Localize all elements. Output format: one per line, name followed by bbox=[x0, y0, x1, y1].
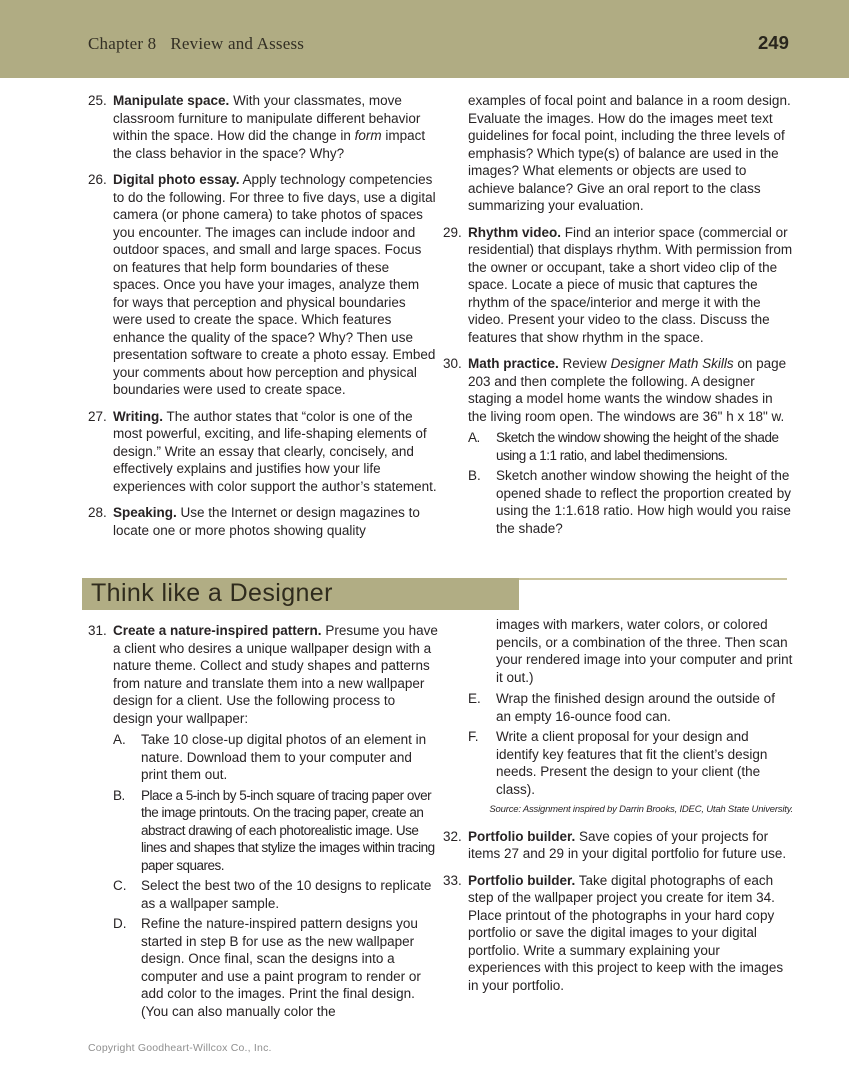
designer-column-right bbox=[443, 616, 793, 994]
source-credit: Source: Assignment inspired by Darrin Brooks, IDEC, Utah State University. bbox=[489, 804, 793, 815]
item-title: Create a nature-inspired pattern. bbox=[113, 623, 322, 638]
item-text: Math practice. Review Designer Math Skills on page 203 and then complete the following. A designer staging a model home wants the window shades in the living room open. The windows are 36" h x 18" w. bbox=[468, 356, 787, 424]
designer-column-left bbox=[88, 622, 438, 1020]
item-number: 26. bbox=[88, 172, 107, 187]
review-item-30 bbox=[443, 355, 793, 537]
sub-item-text: Refine the nature-inspired pattern designs you started in step B for use as the new wallpaper design. Once final, scan the designs into a computer and use a paint program to render or add color to the images. Print the final design. (You can also manually color the bbox=[141, 916, 421, 1019]
sub-item-c bbox=[113, 877, 438, 912]
sub-item-text: Place a 5-inch by 5-inch square of tracing paper over the image printouts. On the tracing paper, create an abstract drawing of each photorealistic image. Use lines and shapes that stylize the images within tracing paper squares. bbox=[141, 787, 435, 873]
chapter-label: Chapter 8 bbox=[88, 34, 157, 53]
review-item-31 bbox=[88, 622, 438, 1020]
item-31d-continuation: images with markers, water colors, or colored pencils, or a combination of the three. Then scan your rendered image into your computer and print it out.) bbox=[496, 617, 793, 685]
sub-item-b bbox=[468, 467, 793, 537]
item-number: 30. bbox=[443, 356, 462, 371]
item-number: 32. bbox=[443, 828, 462, 844]
item-title: Math practice. bbox=[468, 356, 559, 371]
section-heading: Think like a Designer bbox=[91, 579, 333, 607]
sub-item-letter: B. bbox=[468, 468, 481, 483]
sub-item-text: Take 10 close-up digital photos of an element in nature. Download them to your computer and print them out. bbox=[141, 732, 427, 782]
sub-item-letter: A. bbox=[113, 732, 126, 747]
sub-item-d bbox=[113, 915, 438, 1020]
review-item-28 bbox=[88, 504, 438, 539]
sub-item-letter: F. bbox=[468, 729, 479, 744]
item-text: Digital photo essay. Apply technology competencies to do the following. For three to five days, use a digital camera (or phone camera) to take photos of spaces you encounter. The images can include indoor and outdoor spaces, and small and large spaces. Focus on features that help form boundaries of these spaces. Once you have your images, analyze them for ways that perception and physical boundaries were used to create the space. Which features enhance the quality of the space? Why? Then use presentation software to create a photo essay. Embed your comments about how perception and physical boundaries were used to create space. bbox=[113, 172, 436, 397]
sub-item-letter: B. bbox=[113, 787, 125, 803]
item-text: Portfolio builder. Take digital photographs of each step of the wallpaper project you create for item 34. Place printout of the photographs in your hard copy portfolio or save the digital images to your digital portfolio. Write a summary explaining your experiences with this project to keep with the images in your portfolio. bbox=[468, 872, 784, 993]
item-number: 33. bbox=[443, 872, 462, 888]
page-number: 249 bbox=[758, 32, 789, 53]
item-text: Create a nature-inspired pattern. Presume you have a client who desires a unique wallpaper design with a nature theme. Collect and study shapes and patterns from nature and translate them into a new wallpaper design for a client. Use the following process to design your wallpaper: bbox=[113, 623, 438, 726]
item-title: Portfolio builder. bbox=[468, 872, 576, 888]
review-item-33 bbox=[443, 872, 793, 995]
item-28-continuation: examples of focal point and balance in a room design. Evaluate the images. How do the images meet text guidelines for focal point, including the three levels of emphasis? Which type(s) of balance are used in the images? What elements or objects are used to achieve balance? Give an oral report to the class summarizing your evaluation. bbox=[468, 93, 791, 213]
sub-item-f bbox=[468, 728, 793, 798]
review-item-26 bbox=[88, 171, 438, 399]
item-number: 29. bbox=[443, 224, 462, 240]
item-title: Digital photo essay. bbox=[113, 172, 240, 187]
section-title: Review and Assess bbox=[170, 34, 305, 53]
banner-rule-line bbox=[519, 578, 787, 580]
copyright-footer: Copyright Goodheart-Willcox Co., Inc. bbox=[88, 1042, 272, 1054]
sub-item-letter: D. bbox=[113, 916, 127, 931]
item-number: 31. bbox=[88, 623, 107, 638]
item-title: Portfolio builder. bbox=[468, 828, 576, 844]
review-item-27 bbox=[88, 408, 438, 496]
review-column-left bbox=[88, 92, 438, 539]
italic-text: Designer Math Skills bbox=[610, 356, 734, 371]
item-title: Writing. bbox=[113, 408, 163, 424]
sub-item-text: Sketch another window showing the height of the opened shade to reflect the proportion created by using the 1:1.618 ratio. How high would you raise the shade? bbox=[496, 468, 791, 536]
designer-items-right-list bbox=[443, 828, 793, 995]
item-text: Speaking. Use the Internet or design magazines to locate one or more photos showing quality bbox=[113, 505, 420, 538]
item-text: Portfolio builder. Save copies of your projects for items 27 and 29 in your digital portfolio for future use. bbox=[468, 828, 787, 861]
item-number: 28. bbox=[88, 505, 107, 520]
item-title: Manipulate space. bbox=[113, 93, 230, 108]
item-title: Rhythm video. bbox=[468, 224, 562, 240]
sub-items-e-f bbox=[443, 690, 793, 798]
item-number: 25. bbox=[88, 93, 107, 108]
italic-text: form bbox=[354, 128, 382, 143]
review-item-25 bbox=[88, 92, 438, 162]
item-text: Manipulate space. With your classmates, move classroom furniture to manipulate different behavior within the space. How did the change in form impact the class behavior in the space? Why? bbox=[113, 93, 426, 161]
review-item-29 bbox=[443, 224, 793, 347]
sub-item-letter: A. bbox=[468, 430, 480, 445]
sub-item-list bbox=[468, 429, 793, 537]
item-text: Rhythm video. Find an interior space (commercial or residential) that displays rhythm. With permission from the owner or occupant, take a short video clip of the space. Locate a piece of music that captures the rhythm of the space/interior and merge it with the video. Present your video to the class. Discuss the features that show rhythm in the space. bbox=[468, 224, 793, 345]
sub-item-a bbox=[468, 429, 793, 464]
sub-item-letter: C. bbox=[113, 878, 127, 893]
review-item-32 bbox=[443, 828, 793, 863]
sub-item-text: Select the best two of the 10 designs to replicate as a wallpaper sample. bbox=[141, 878, 432, 911]
item-number: 27. bbox=[88, 408, 107, 424]
chapter-heading bbox=[88, 34, 304, 54]
review-items-right-list bbox=[443, 224, 793, 538]
sub-item-e bbox=[468, 690, 793, 725]
sub-item-b bbox=[113, 787, 438, 875]
think-like-a-designer-banner bbox=[82, 578, 519, 610]
sub-item-text: Sketch the window showing the height of the shade using a 1:1 ratio, and label thedimensions. bbox=[496, 430, 779, 463]
sub-item-letter: E. bbox=[468, 691, 481, 706]
item-title: Speaking. bbox=[113, 505, 177, 520]
chapter-header-banner bbox=[0, 0, 849, 78]
sub-item-text: Wrap the finished design around the outside of an empty 16-ounce food can. bbox=[496, 691, 775, 724]
sub-item-list bbox=[113, 731, 438, 1020]
sub-item-text: Write a client proposal for your design and identify key features that fit the client’s design needs. Present the design to your client (the class). bbox=[496, 729, 768, 797]
item-text: Writing. The author states that “color is one of the most powerful, exciting, and life-shaping elements of design.” Write an essay that clearly, concisely, and effectively explains and justifies how your life experiences with color support the author’s statement. bbox=[113, 408, 437, 494]
review-column-right bbox=[443, 92, 793, 537]
sub-item-a bbox=[113, 731, 438, 784]
